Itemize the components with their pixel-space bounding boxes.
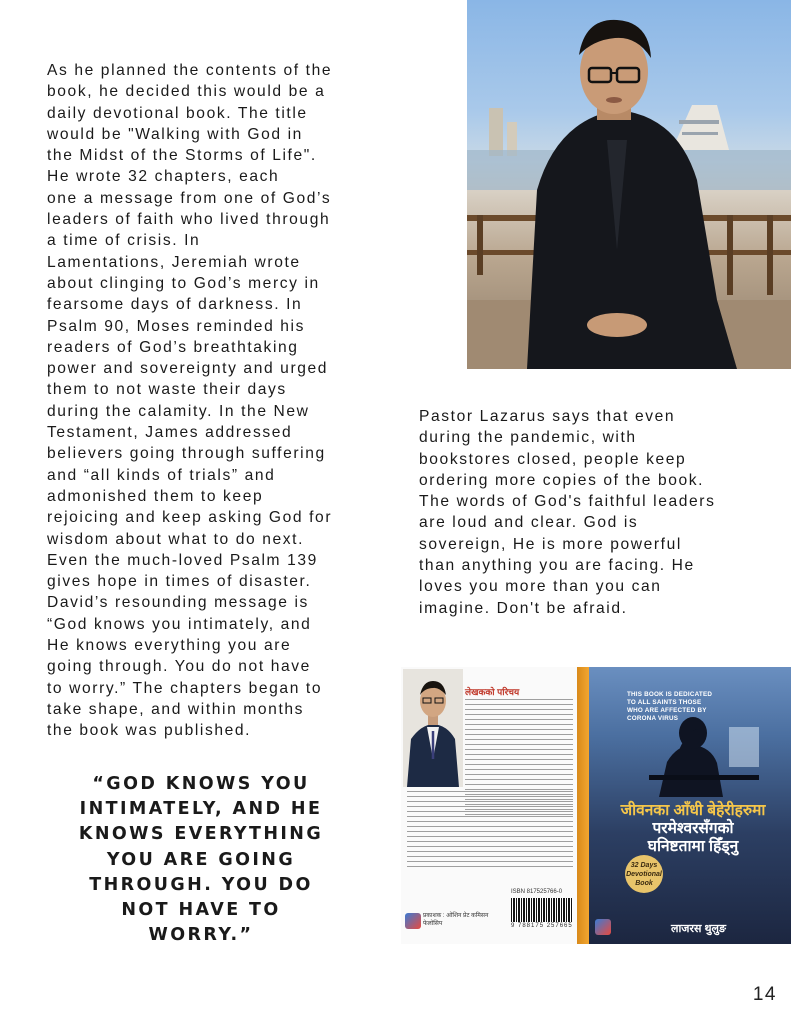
body-text-line: them to not waste their days (47, 381, 287, 399)
body-text-line: rejoicing and keep asking God for (47, 509, 333, 527)
book-front-cover (589, 667, 791, 944)
pull-quote (60, 772, 342, 948)
author-portrait-photo (467, 0, 791, 369)
pull-quote-line: THROUGH. YOU DO (89, 874, 313, 895)
dedication-text: THIS BOOK IS DEDICATED TO ALL SAINTS THOSE WHO ARE AFFECTED BY CORONA VIRUS (627, 691, 713, 722)
publisher-logo-icon (405, 913, 421, 929)
body-text-line: power and sovereignty and urged (47, 360, 329, 378)
title-line-2: परमेश्वरसँगको (652, 820, 734, 837)
front-author-name: लाजरस थुलुङ (671, 923, 726, 935)
body-text-line: going through. You do not have (47, 658, 311, 676)
body-text-line: leaders of faith who lived through (47, 211, 331, 229)
body-text-line: Pastor Lazarus says that even (419, 408, 676, 425)
body-text-line: ordering more copies of the book. (419, 471, 705, 489)
book-cover-image (401, 667, 791, 944)
body-text-line: are loud and clear. God is (419, 514, 639, 532)
body-text-line: to worry.” The chapters began to (47, 679, 323, 697)
body-text-line: Even the much-loved Psalm 139 (47, 551, 318, 569)
body-text-line: about clinging to God’s mercy in (47, 274, 320, 292)
pull-quote-line: YOU ARE GOING (106, 849, 296, 870)
pull-quote-line: WORRY.” (148, 925, 254, 946)
body-text-line: daily devotional book. The title (47, 104, 308, 122)
body-text-line: than anything you are facing. He (419, 557, 695, 575)
body-text-line: Psalm 90, Moses reminded his (47, 317, 306, 335)
body-text-line: bookstores closed, people keep (419, 450, 687, 468)
title-line-3: घनिष्टतामा हिँड्नु (647, 838, 739, 855)
body-text-line: Lamentations, Jeremiah wrote (47, 253, 301, 271)
body-text-right-column (419, 406, 715, 619)
pull-quote-line: INTIMATELY, AND HE (79, 799, 323, 820)
body-text-line: He knows everything you are (47, 637, 292, 655)
body-text-line: a time of crisis. In (47, 232, 201, 250)
book-spine (577, 667, 589, 944)
body-text-line: wisdom about what to do next. (47, 530, 305, 548)
pull-quote-line: NOT HAVE TO (121, 900, 281, 921)
pull-quote-line: “GOD KNOWS YOU (92, 774, 310, 794)
body-text-line: fearsome days of darkness. In (47, 296, 303, 314)
body-text-line: imagine. Don't be afraid. (419, 599, 628, 617)
body-text-line: take shape, and within months (47, 700, 305, 718)
back-author-heading: लेखकको परिचय (465, 687, 520, 697)
body-text-line: David’s resounding message is (47, 594, 309, 612)
cover-silhouette-illustration (589, 667, 791, 797)
body-text-line: loves you more than you can (419, 578, 662, 596)
body-text-left-column (47, 60, 332, 742)
body-text-line: book, he decided this would be a (47, 83, 326, 101)
portrait-illustration (467, 0, 791, 369)
author-photo-illustration (403, 669, 463, 787)
book-back-cover (401, 667, 577, 944)
body-text-line: readers of God’s breathtaking (47, 338, 299, 356)
title-line-1: जीवनका आँधी बेहेरीहरुमा (620, 802, 766, 819)
body-text-line: would be "Walking with God in (47, 125, 303, 143)
pull-quote-line: KNOWS EVERYTHING (78, 824, 324, 845)
isbn-label: ISBN 817525766-0 (511, 889, 563, 895)
body-text-line: “God knows you intimately, and (47, 615, 312, 633)
body-text-line: Testament, James addressed (47, 424, 293, 442)
body-text-line: As he planned the contents of the (47, 62, 333, 79)
back-bio-text-lines-2 (407, 791, 573, 871)
front-publisher-logo-icon (595, 919, 611, 935)
body-text-line: admonished them to keep (47, 487, 264, 505)
body-text-line: sovereign, He is more powerful (419, 535, 682, 553)
front-cover-title (597, 802, 789, 856)
body-text-line: and “all kinds of trials” and (47, 466, 276, 484)
body-text-line: during the calamity. In the New (47, 402, 310, 420)
body-text-line: the Midst of the Storms of Life". (47, 147, 317, 165)
body-text-line: one a message from one of God’s (47, 189, 332, 207)
page-number: 14 (752, 984, 777, 1005)
publisher-label: प्रकाशक : ओशिन प्रेट कमिसन फेलोसिप (423, 913, 489, 927)
body-text-line: believers going through suffering (47, 445, 326, 463)
body-text-line: He wrote 32 chapters, each (47, 168, 280, 186)
barcode-digits: 9 788175 257665 (511, 923, 573, 929)
body-text-line: during the pandemic, with (419, 429, 637, 447)
body-text-line: gives hope in times of disaster. (47, 573, 312, 591)
devotional-seal-badge: 32 Days Devotional Book (625, 855, 663, 893)
barcode (511, 898, 573, 922)
body-text-line: The words of God's faithful leaders (419, 493, 716, 511)
body-text-line: the book was published. (47, 722, 252, 740)
